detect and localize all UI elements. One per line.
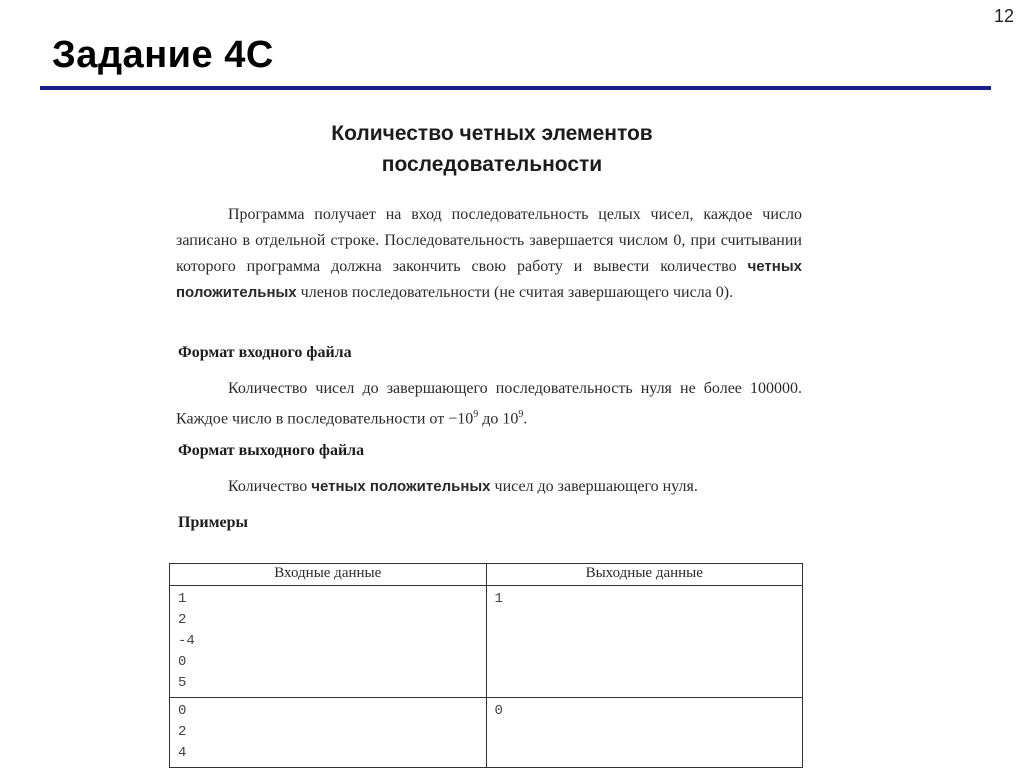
slide-title: Задание 4С — [52, 34, 274, 76]
intro-text-1: Программа получает на вход последовательность целых чисел, каждое число записано в отдельной строке. Последовательность завершается числом 0, при считывании которого программа должна закончить свою работу и вывести количество — [176, 206, 802, 275]
problem-heading-line2: последовательности — [381, 153, 603, 176]
output-format-text — [172, 474, 812, 500]
table-row — [170, 698, 803, 768]
output-text-1: Количество — [228, 478, 312, 496]
input-text-1: Количество чисел до завершающего последовательность нуля не более 100000. Каждое число в последовательности от −10 — [176, 380, 802, 428]
intro-text-2: членов последовательности (не считая завершающего числа 0). — [296, 284, 734, 301]
intro-bold-text: четных положительных — [176, 258, 802, 301]
examples-title: Примеры — [178, 514, 248, 532]
table-row — [170, 586, 803, 698]
header-output-data: Выходные данные — [486, 564, 803, 586]
title-underline — [40, 86, 991, 90]
output-text-2: чисел до завершающего нуля. — [490, 478, 698, 496]
problem-heading — [172, 118, 812, 180]
example-1-input: 1 2 -4 0 5 — [170, 586, 487, 698]
examples-table — [169, 563, 803, 768]
problem-statement — [172, 112, 812, 532]
example-2-input: 0 2 4 — [170, 698, 487, 768]
output-format-title: Формат выходного файла — [178, 442, 365, 460]
input-format-text — [172, 376, 812, 432]
example-1-output: 1 — [486, 586, 803, 698]
example-2-output: 0 — [486, 698, 803, 768]
problem-intro — [172, 202, 812, 306]
header-input-data: Входные данные — [170, 564, 487, 586]
slide-number: 12 — [993, 6, 1014, 26]
problem-heading-line1: Количество четных элементов — [331, 122, 653, 145]
input-format-title: Формат входного файла — [178, 344, 352, 361]
input-exponent-1: 9 — [473, 409, 479, 420]
output-bold-text: четных положительных — [311, 478, 491, 496]
input-exponent-2: 9 — [518, 409, 524, 420]
table-header-row — [170, 564, 803, 586]
input-text-2: до 10 — [478, 410, 519, 428]
input-text-3: . — [523, 410, 528, 428]
